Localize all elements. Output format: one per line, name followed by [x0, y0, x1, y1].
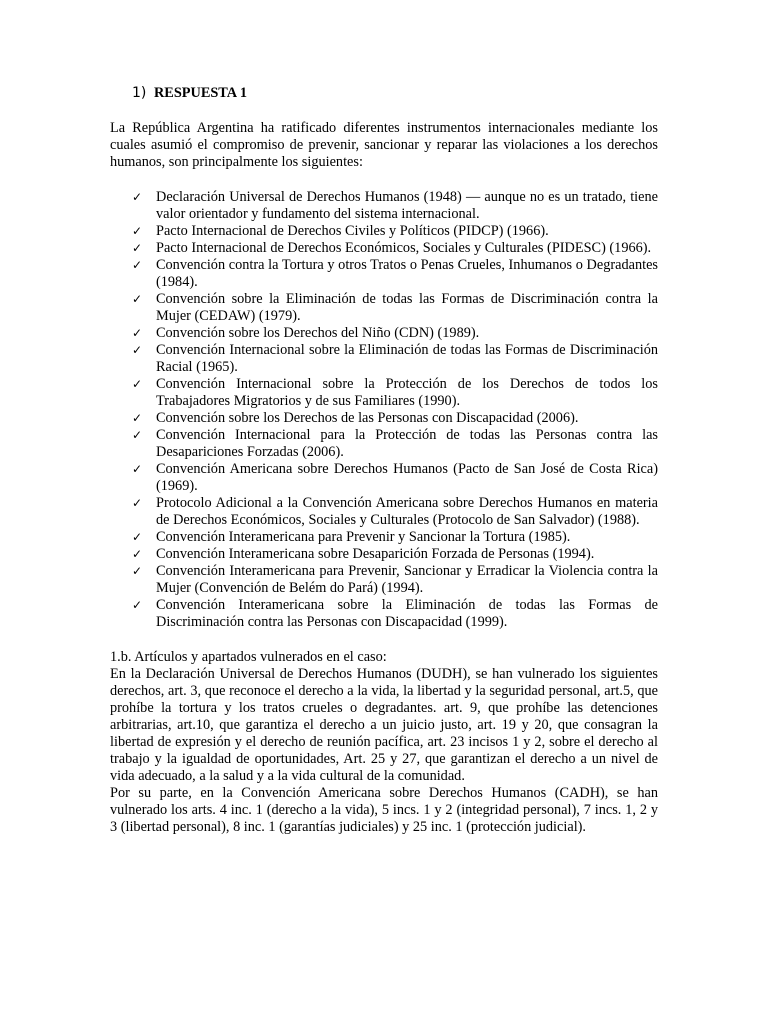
list-item-text: Convención Internacional sobre la Protección de los Derechos de todos los Trabajadores Migratorios y de sus Familiares (1990). [156, 376, 658, 409]
list-item-text: Convención Americana sobre Derechos Humanos (Pacto de San José de Costa Rica) (1969). [156, 461, 658, 494]
list-item [110, 597, 658, 631]
list-item [110, 291, 658, 325]
list-item [110, 189, 658, 223]
list-item [110, 495, 658, 529]
list-item-text: Protocolo Adicional a la Convención Americana sobre Derechos Humanos en materia de Derechos Económicos, Sociales y Culturales (Protocolo de San Salvador) (1988). [156, 495, 658, 528]
checkmark-icon: ✓ [132, 564, 143, 578]
checkmark-icon: ✓ [132, 292, 143, 306]
checkmark-icon: ✓ [132, 496, 143, 510]
list-item-text: Convención Interamericana para Prevenir, Sancionar y Erradicar la Violencia contra la Mujer (Convención de Belém do Pará) (1994). [156, 563, 658, 596]
checkmark-icon: ✓ [132, 190, 143, 204]
checkmark-icon: ✓ [132, 547, 143, 561]
list-item [110, 427, 658, 461]
list-item [110, 376, 658, 410]
checkmark-icon: ✓ [132, 258, 143, 272]
dudh-paragraph: En la Declaración Universal de Derechos Humanos (DUDH), se han vulnerado los siguientes derechos, art. 3, que reconoce el derecho a la vida, la libertad y la seguridad personal, art.5, que prohíbe la tortura y los tratos crueles o degradantes. art. 9, que prohíbe las detenciones arbitrarias, art.10, que garantiza el derecho a un juicio justo, art. 19 y 20, que consagran la libertad de expresión y el derecho de reunión pacífica, art. 23 incisos 1 y 2, sobre el derecho al trabajo y la igualdad de oportunidades, Art. 25 y 27, que garantizan el derecho a un nivel de vida adecuado, a la salud y a la vida cultural de la comunidad. [110, 666, 658, 784]
checkmark-icon: ✓ [132, 462, 143, 476]
section-heading [132, 85, 658, 102]
list-item [110, 529, 658, 546]
cadh-paragraph: Por su parte, en la Convención Americana sobre Derechos Humanos (CADH), se han vulnerado los arts. 4 inc. 1 (derecho a la vida), 5 incs. 1 y 2 (integridad personal), 7 incs. 1, 2 y 3 (libertad personal), 8 inc. 1 (garantías judiciales) y 25 inc. 1 (protección judicial). [110, 785, 658, 835]
list-item-text: Pacto Internacional de Derechos Civiles y Políticos (PIDCP) (1966). [156, 223, 549, 239]
list-item [110, 342, 658, 376]
list-item [110, 240, 658, 257]
heading-title: RESPUESTA 1 [153, 85, 248, 101]
list-item-text: Convención Interamericana sobre la Eliminación de todas las Formas de Discriminación contra las Personas con Discapacidad (1999). [156, 597, 658, 630]
list-item-text: Convención sobre los Derechos de las Personas con Discapacidad (2006). [156, 410, 579, 426]
list-item-text: Convención sobre la Eliminación de todas las Formas de Discriminación contra la Mujer (CEDAW) (1979). [156, 291, 658, 324]
list-item-text: Convención contra la Tortura y otros Tratos o Penas Crueles, Inhumanos o Degradantes (1984). [156, 257, 658, 290]
list-item-text: Convención Interamericana para Prevenir y Sancionar la Tortura (1985). [156, 529, 571, 545]
list-item [110, 325, 658, 342]
heading-number: 1) [132, 85, 147, 101]
checkmark-icon: ✓ [132, 377, 143, 391]
section-1b [110, 649, 658, 836]
list-item-text: Declaración Universal de Derechos Humanos (1948) — aunque no es un tratado, tiene valor orientador y fundamento del sistema internacional. [156, 189, 658, 222]
checkmark-icon: ✓ [132, 224, 143, 238]
section-1b-title: 1.b. Artículos y apartados vulnerados en el caso: [110, 649, 387, 665]
list-item-text: Convención Interamericana sobre Desaparición Forzada de Personas (1994). [156, 546, 595, 562]
checkmark-icon: ✓ [132, 428, 143, 442]
list-item-text: Convención Internacional sobre la Eliminación de todas las Formas de Discriminación Racial (1965). [156, 342, 658, 375]
instruments-checklist [110, 189, 658, 631]
list-item [110, 223, 658, 240]
checkmark-icon: ✓ [132, 343, 143, 357]
list-item-text: Pacto Internacional de Derechos Económicos, Sociales y Culturales (PIDESC) (1966). [156, 240, 652, 256]
list-item [110, 257, 658, 291]
list-item [110, 546, 658, 563]
checkmark-icon: ✓ [132, 530, 143, 544]
list-item [110, 563, 658, 597]
document-page [110, 85, 658, 836]
checkmark-icon: ✓ [132, 411, 143, 425]
intro-paragraph: La República Argentina ha ratificado diferentes instrumentos internacionales mediante los cuales asumió el compromiso de prevenir, sancionar y reparar las violaciones a los derechos humanos, son principalmente los siguientes: [110, 120, 658, 170]
checkmark-icon: ✓ [132, 326, 143, 340]
checkmark-icon: ✓ [132, 241, 143, 255]
list-item [110, 461, 658, 495]
list-item [110, 410, 658, 427]
list-item-text: Convención Internacional para la Protección de todas las Personas contra las Desapariciones Forzadas (2006). [156, 427, 658, 460]
checkmark-icon: ✓ [132, 598, 143, 612]
list-item-text: Convención sobre los Derechos del Niño (CDN) (1989). [156, 325, 480, 341]
